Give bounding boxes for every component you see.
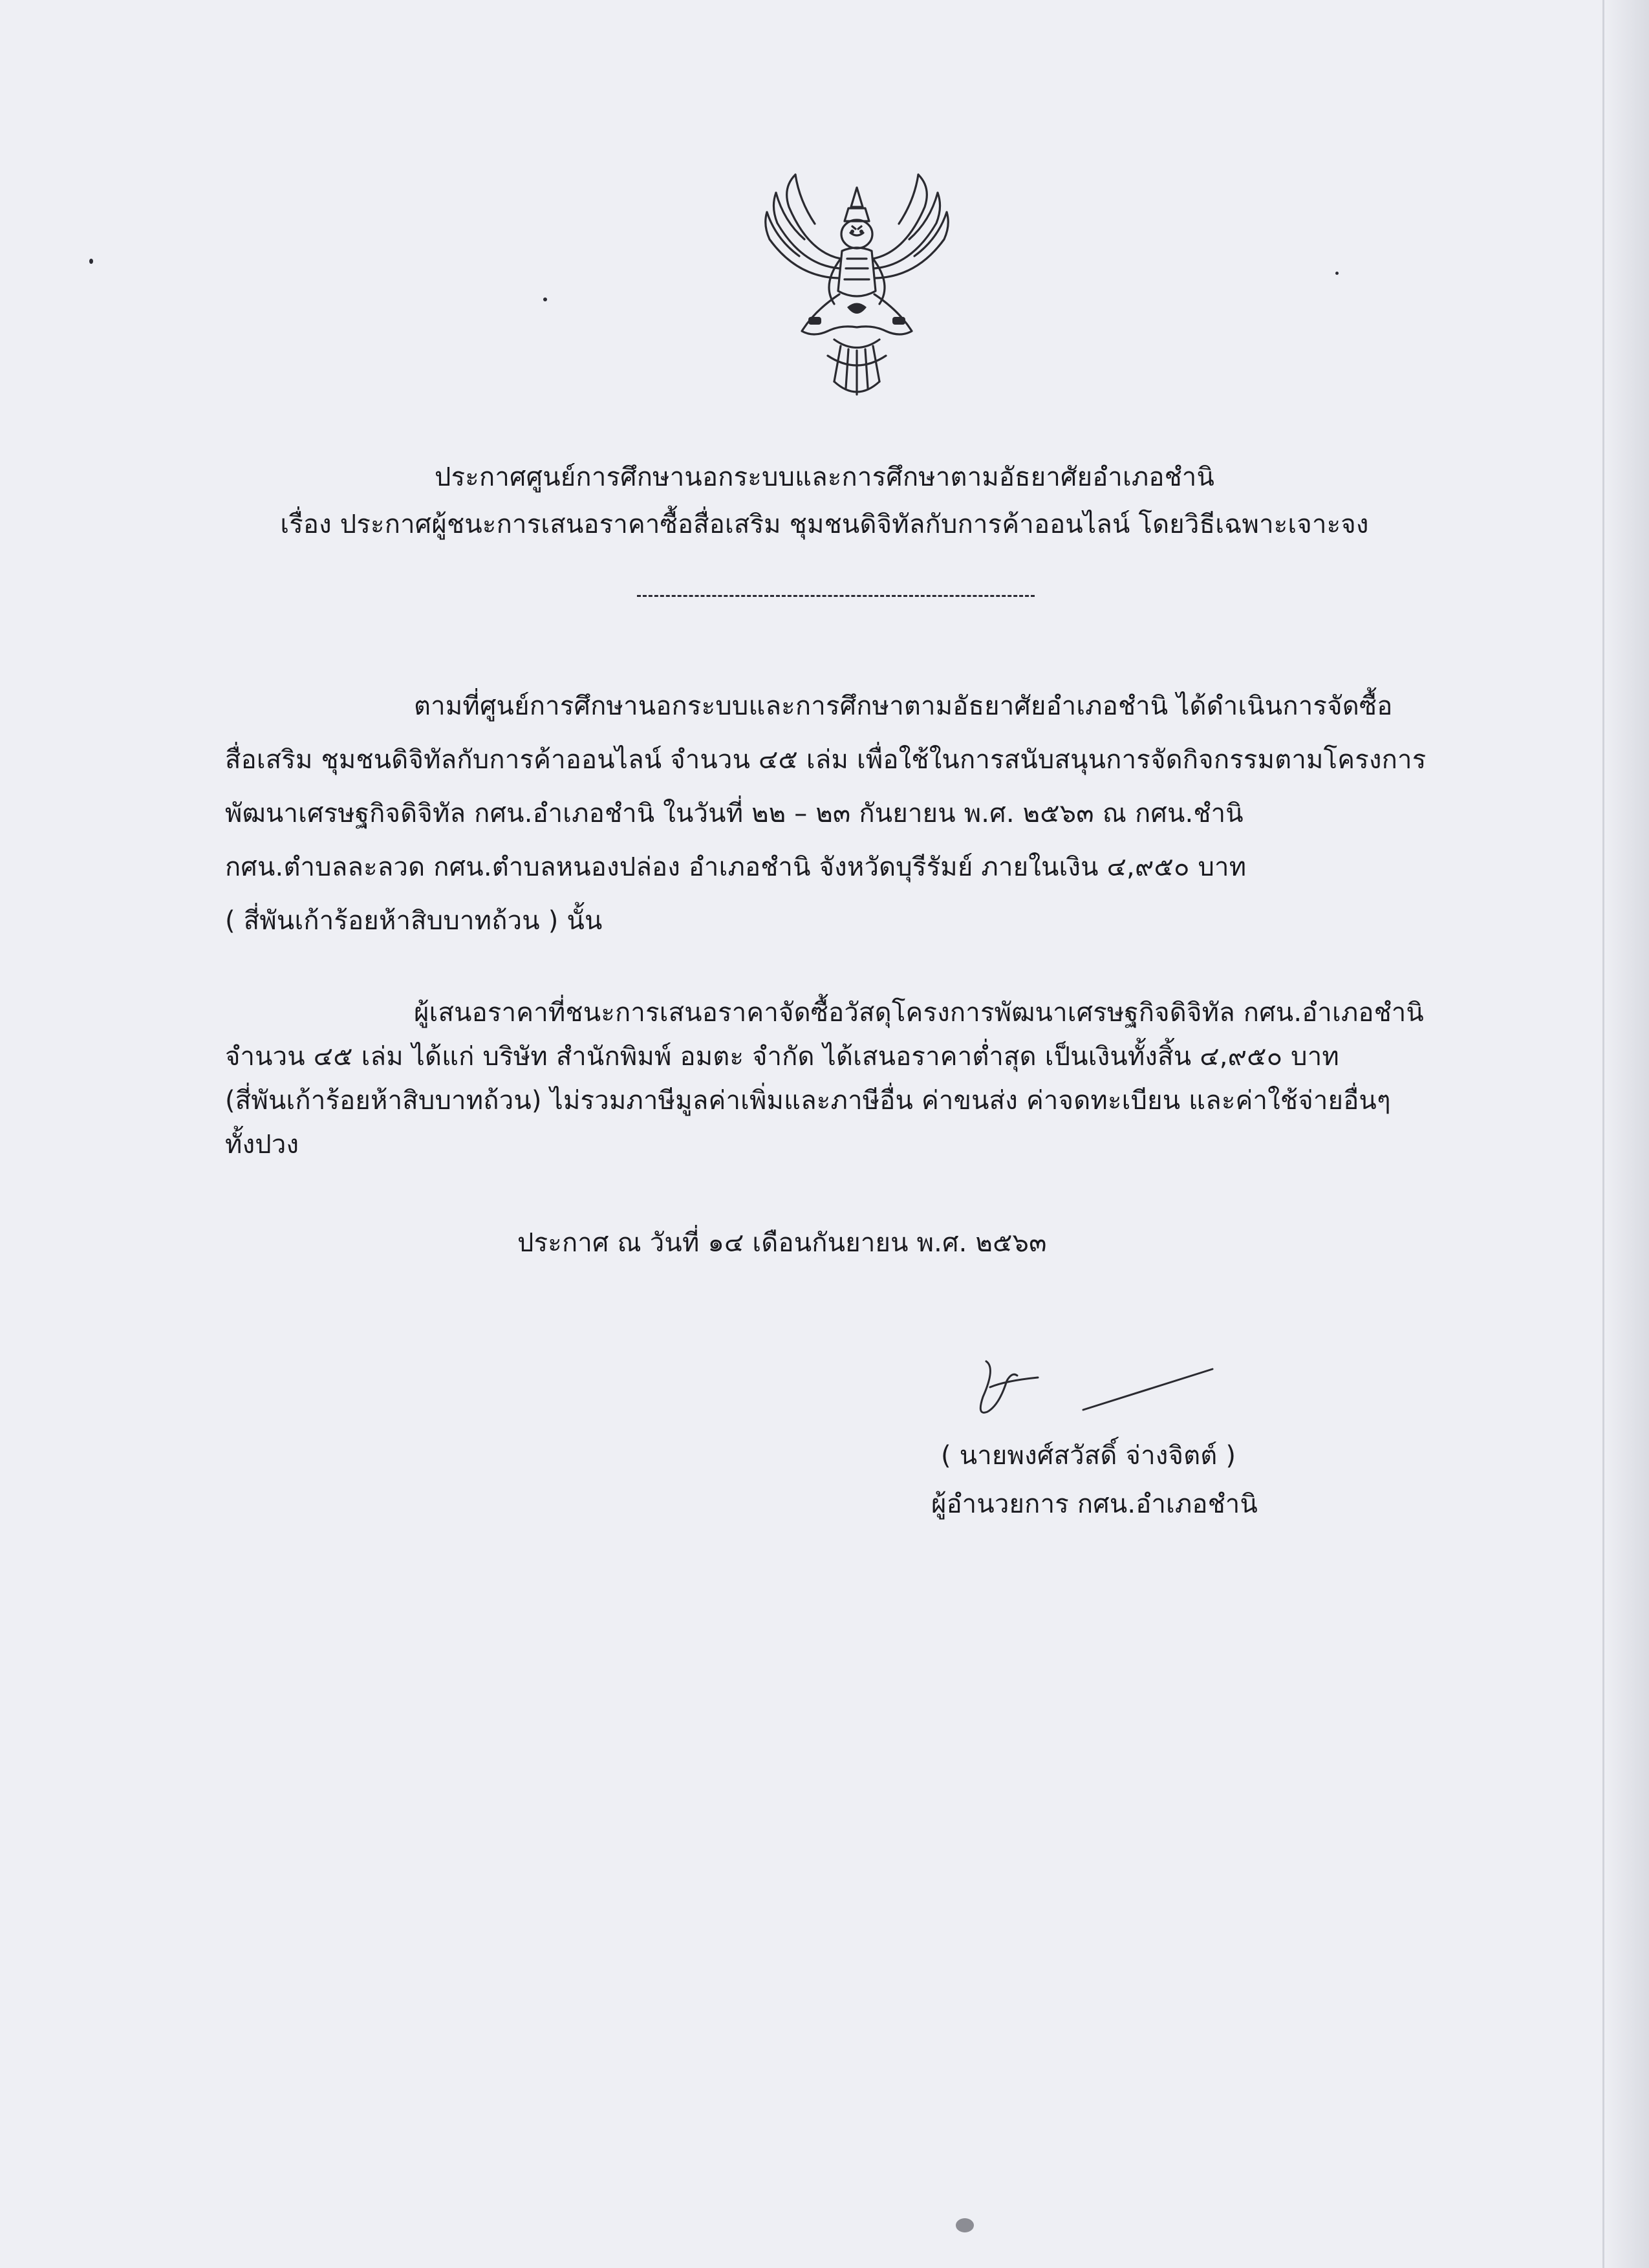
paragraph1-line2: สื่อเสริม ชุมชนดิจิทัลกับการค้าออนไลน์ จำนวน ๔๕ เล่ม เพื่อใช้ในการสนับสนุนการจัดกิจกรรมตามโครงการ	[225, 745, 1427, 775]
paragraph2-line3: (สี่พันเก้าร้อยห้าสิบบาทถ้วน) ไม่รวมภาษีมูลค่าเพิ่มและภาษีอื่น ค่าขนส่ง ค่าจดทะเบียน และค่าใช้จ่ายอื่นๆ	[225, 1086, 1391, 1116]
scan-speck	[1335, 272, 1339, 275]
paragraph1-line1: ตามที่ศูนย์การศึกษานอกระบบและการศึกษาตามอัธยาศัยอำเภอชำนิ ได้ดำเนินการจัดซื้อ	[414, 691, 1393, 721]
announcement-subject: เรื่อง ประกาศผู้ชนะการเสนอราคาซื้อสื่อเสริม ชุมชนดิจิทัลกับการค้าออนไลน์ โดยวิธีเฉพาะเจาะจง	[280, 510, 1369, 539]
paragraph2-line2: จำนวน ๔๕ เล่ม ได้แก่ บริษัท สำนักพิมพ์ อมตะ จำกัด ได้เสนอราคาต่ำสุด เป็นเงินทั้งสิ้น ๔,๙๕๐ บาท	[225, 1042, 1339, 1072]
signatory-name: ( นายพงศ์สวัสดิ์ จ่างจิตต์ )	[941, 1441, 1236, 1471]
paragraph1-line4: กศน.ตำบลละลวด กศน.ตำบลหนองปล่อง อำเภอชำนิ จังหวัดบุรีรัมย์ ภายในเงิน ๔,๙๕๐ บาท	[225, 852, 1247, 882]
handwritten-signature-icon	[967, 1348, 1225, 1445]
scan-speck	[89, 259, 93, 264]
announcement-title: ประกาศศูนย์การศึกษานอกระบบและการศึกษาตามอัธยาศัยอำเภอชำนิ	[435, 462, 1214, 492]
paragraph1-line3: พัฒนาเศรษฐกิจดิจิทัล กศน.อำเภอชำนิ ในวันที่ ๒๒ – ๒๓ กันยายน พ.ศ. ๒๕๖๓ ณ กศน.ชำนิ	[225, 799, 1244, 828]
garuda-emblem-icon	[737, 162, 976, 420]
page-edge-shadow	[1604, 0, 1649, 2268]
paragraph2-line1: ผู้เสนอราคาที่ชนะการเสนอราคาจัดซื้อวัสดุโครงการพัฒนาเศรษฐกิจดิจิทัล กศน.อำเภอชำนิ	[414, 998, 1424, 1028]
signatory-position: ผู้อำนวยการ กศน.อำเภอชำนิ	[931, 1489, 1258, 1519]
scan-speck	[543, 297, 547, 301]
paragraph2-line4: ทั้งปวง	[225, 1130, 299, 1160]
announcement-date: ประกาศ ณ วันที่ ๑๔ เดือนกันยายน พ.ศ. ๒๕๖๓	[517, 1228, 1047, 1258]
dashed-divider	[637, 595, 1035, 597]
scan-speck	[956, 2218, 974, 2232]
paragraph1-line5: ( สี่พันเก้าร้อยห้าสิบบาทถ้วน ) นั้น	[225, 906, 603, 936]
scan-edge-line	[1602, 0, 1604, 2268]
